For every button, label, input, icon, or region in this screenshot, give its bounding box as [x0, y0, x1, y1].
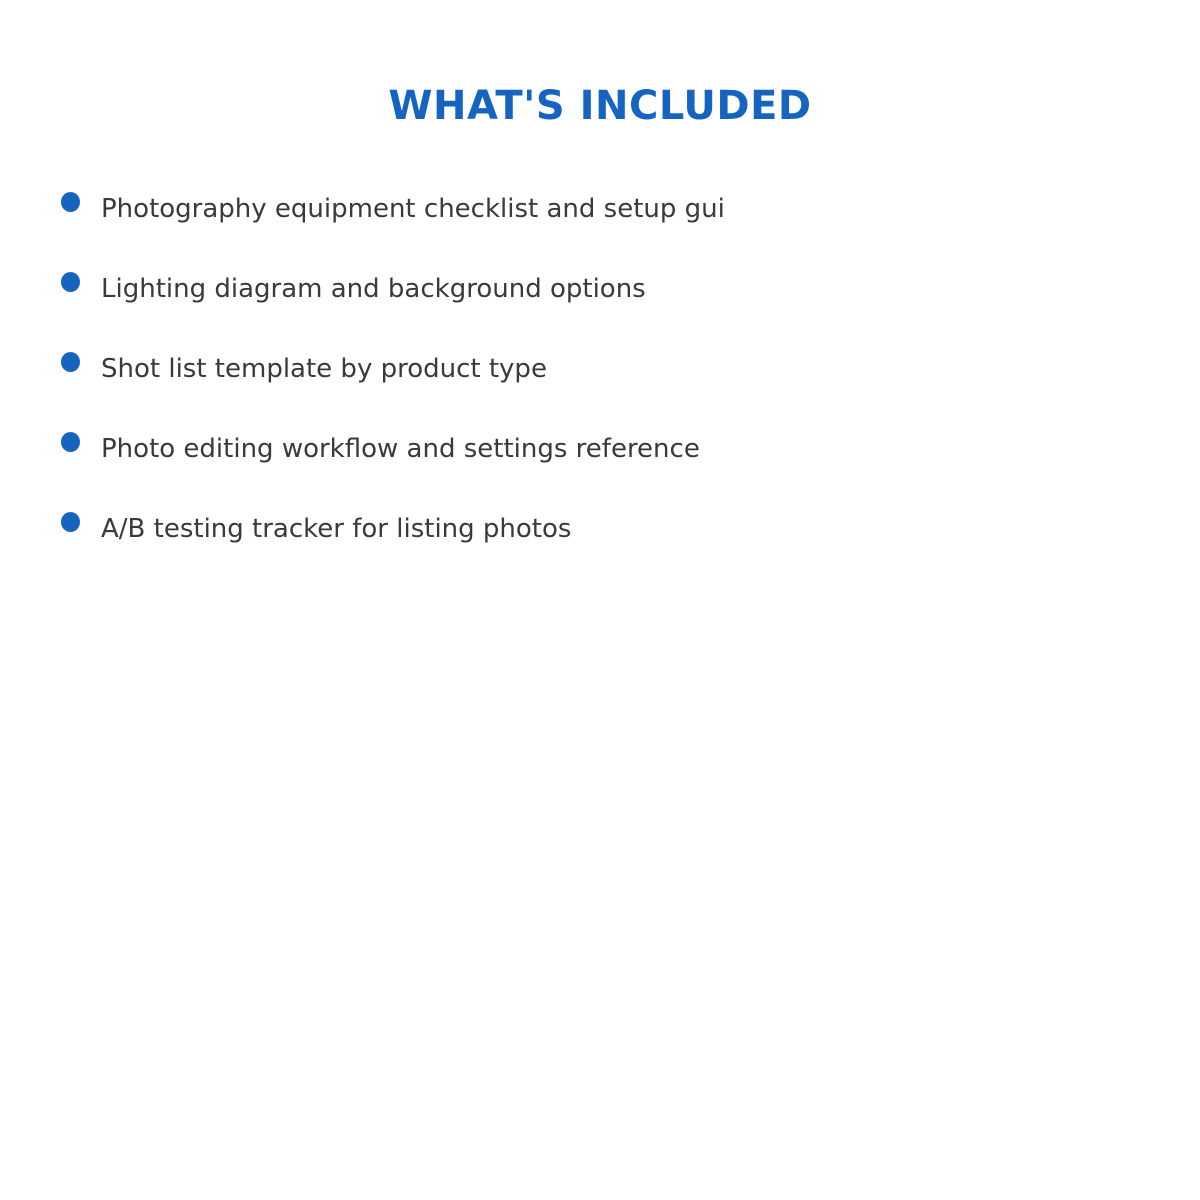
bullet-circle-icon	[61, 192, 80, 212]
bullet-circle-icon	[61, 512, 80, 532]
list-item-label: Lighting diagram and background options	[101, 274, 646, 304]
list-item-label: Shot list template by product type	[101, 354, 547, 384]
list-item	[61, 272, 725, 306]
list-item	[61, 512, 725, 546]
bullet-circle-icon	[61, 352, 80, 372]
bullet-circle-icon	[61, 272, 80, 292]
list-item	[61, 432, 725, 466]
included-list	[61, 192, 725, 592]
list-item	[61, 352, 725, 386]
list-item-label: Photo editing workflow and settings reference	[101, 434, 700, 464]
page-title: WHAT'S INCLUDED	[388, 82, 812, 129]
list-item-label: Photography equipment checklist and setup gui	[101, 194, 725, 224]
list-item-label: A/B testing tracker for listing photos	[101, 514, 572, 544]
bullet-circle-icon	[61, 432, 80, 452]
list-item	[61, 192, 725, 226]
